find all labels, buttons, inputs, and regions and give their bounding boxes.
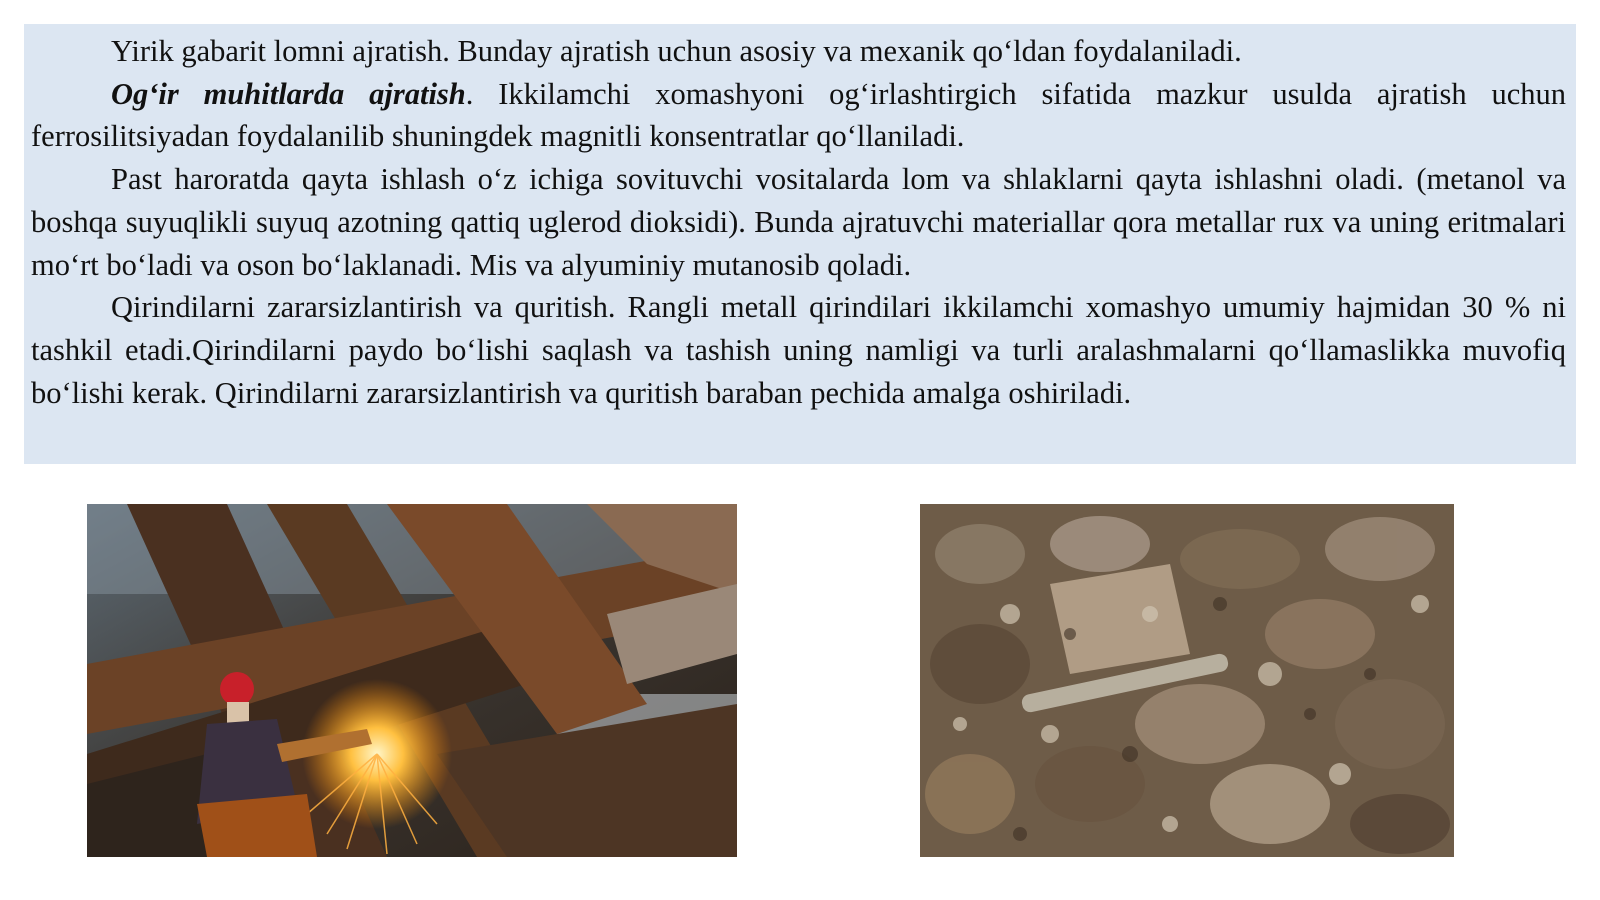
paragraph-low-temperature-processing: Past haroratda qayta ishlash o‘z ichiga sovituvchi vositalarda lom va shlaklarni qayta ishlashni oladi. (metanol va boshqa suyuqlikli suyuq azotning qattiq uglerod dioksidi). Bunda ajratuvchi materiallar qora metallar rux va uning eritmalari mo‘rt bo‘ladi va oson bo‘laklanadi. Mis va alyuminiy mutanosib qoladi.	[31, 162, 1566, 282]
paragraph-chip-drying: Qirindilarni zararsizlantirish va quritish. Rangli metall qirindilari ikkilamchi xomashyo umumiy hajmidan 30 % ni tashkil etadi.Qirindilarni paydo bo‘lishi saqlash va tashish uning namligi va turli aralashmalarni qo‘llamaslikka muvofiq bo‘lishi kerak. Qirindilarni zararsizlantirish va quritish baraban pechida amalga oshiriladi.	[31, 290, 1566, 410]
text-box	[24, 24, 1576, 464]
photo-metal-cutting	[87, 504, 737, 857]
paragraph-heavy-media-separation	[31, 73, 1566, 158]
photo-scrap-pile	[920, 504, 1454, 857]
paragraph-large-scrap-separation: Yirik gabarit lomni ajratish. Bunday ajratish uchun asosiy va mexanik qo‘ldan foydalaniladi.	[111, 34, 1242, 68]
metal-cutting-illustration	[87, 504, 737, 857]
heavy-media-term: Og‘ir muhitlarda ajratish	[111, 76, 466, 111]
heavy-media-text: . Ikkilamchi xomashyoni og‘irlashtirgich sifatida mazkur usulda ajratish uchun ferrosilitsiyadan foydalanilib shuningdek magnitli konsentratlar qo‘llaniladi.	[31, 76, 1567, 154]
scrap-pile-illustration	[920, 504, 1454, 857]
